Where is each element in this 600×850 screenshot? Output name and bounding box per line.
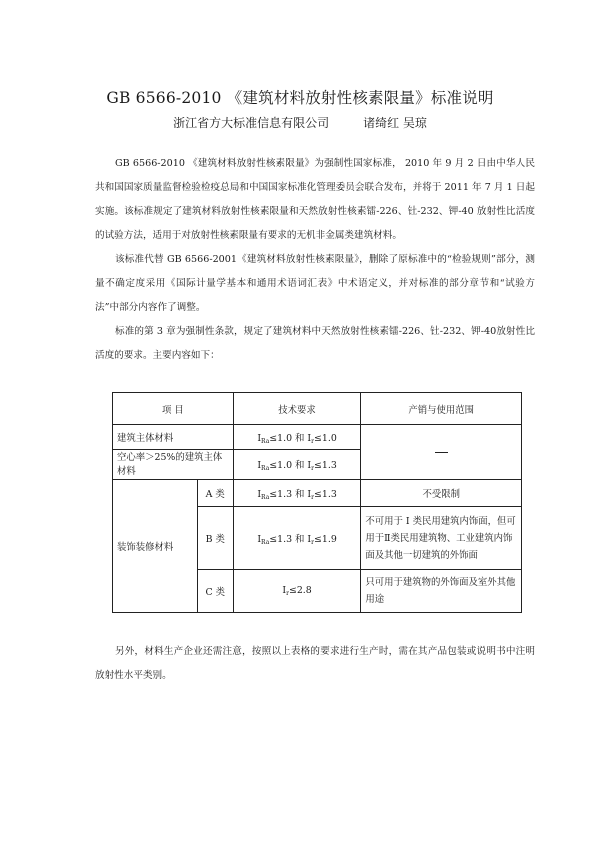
header-requirement: 技术要求 bbox=[233, 393, 361, 425]
header-item: 项 目 bbox=[113, 393, 234, 425]
item-cell: 空心率＞25%的建筑主体材料 bbox=[113, 450, 234, 480]
requirement-cell: $I_{Ra}\le 1.0$ 和 $I_r\le 1.3$ bbox=[233, 450, 361, 480]
class-cell: C 类 bbox=[197, 570, 233, 613]
closing-paragraph: 另外，材料生产企业还需注意，按照以上表格的要求进行生产时，需在其产品包装或说明书中注明放射性水平类别。 bbox=[95, 646, 535, 681]
replacement-paragraph: 该标准代替 GB 6566-2001《建筑材料放射性核素限量》，删除了原标准中的“检验规则”部分，测量不确定度采用《国际计量学基本和通用术语词汇表》中术语定义，并对标准的部分章节和“试验方法”中部分内容作了调整。 bbox=[95, 254, 535, 313]
table-header-row bbox=[113, 393, 522, 425]
author-names: 诸绮红 吴琼 bbox=[363, 116, 427, 130]
scope-cell-empty bbox=[361, 425, 522, 480]
scope-cell: 不受限制 bbox=[361, 480, 522, 507]
intro-paragraph: GB 6566-2010 《建筑材料放射性核素限量》为强制性国家标准， 2010 年 9 月 2 日由中华人民共和国国家质量监督检验检疫总局和中国国家标准化管理委员会联合发布，并将于 2011 年 7 月 1 日起实施。该标准规定了建筑材料放射性核素限量和天然放射性核素镭-226、钍-232、钾-40 放射性比活度的试验方法，适用于对放射性核素限量有要求的无机非金属类建筑材料。 bbox=[95, 158, 535, 241]
requirement-cell: $I_{Ra}\le 1.3$ 和 $I_r\le 1.9$ bbox=[233, 507, 361, 570]
radionuclide-limits-table bbox=[112, 392, 522, 613]
table-row bbox=[113, 425, 522, 450]
scope-cell: 不可用于 I 类民用建筑内饰面，但可用于Ⅱ类民用建筑物、工业建筑内饰面及其他一切建筑的外饰面 bbox=[361, 507, 522, 570]
requirement-cell: $I_{Ra}\le 1.3$ 和 $I_r\le 1.3$ bbox=[233, 480, 361, 507]
dash-mark bbox=[435, 452, 448, 453]
scope-cell: 只可用于建筑物的外饰面及室外其他用途 bbox=[361, 570, 522, 613]
author-org: 浙江省方大标准信息有限公司 bbox=[173, 116, 330, 130]
class-cell: B 类 bbox=[197, 507, 233, 570]
item-cell: 装饰装修材料 bbox=[113, 480, 198, 613]
requirement-cell: $I_{Ra}\le 1.0$ 和 $I_r\le 1.0$ bbox=[233, 425, 361, 450]
item-cell: 建筑主体材料 bbox=[113, 425, 234, 450]
chapter-paragraph: 标准的第 3 章为强制性条款，规定了建筑材料中天然放射性核素镭-226、钍-232、钾-40放射性比活度的要求。主要内容如下： bbox=[95, 326, 535, 361]
requirement-cell: $I_r\le 2.8$ bbox=[233, 570, 361, 613]
header-scope: 产销与使用范围 bbox=[361, 393, 522, 425]
document-title: GB 6566-2010 《建筑材料放射性核素限量》标准说明 bbox=[106, 89, 494, 107]
author-line bbox=[0, 114, 600, 131]
class-cell: A 类 bbox=[197, 480, 233, 507]
table-row bbox=[113, 480, 522, 507]
